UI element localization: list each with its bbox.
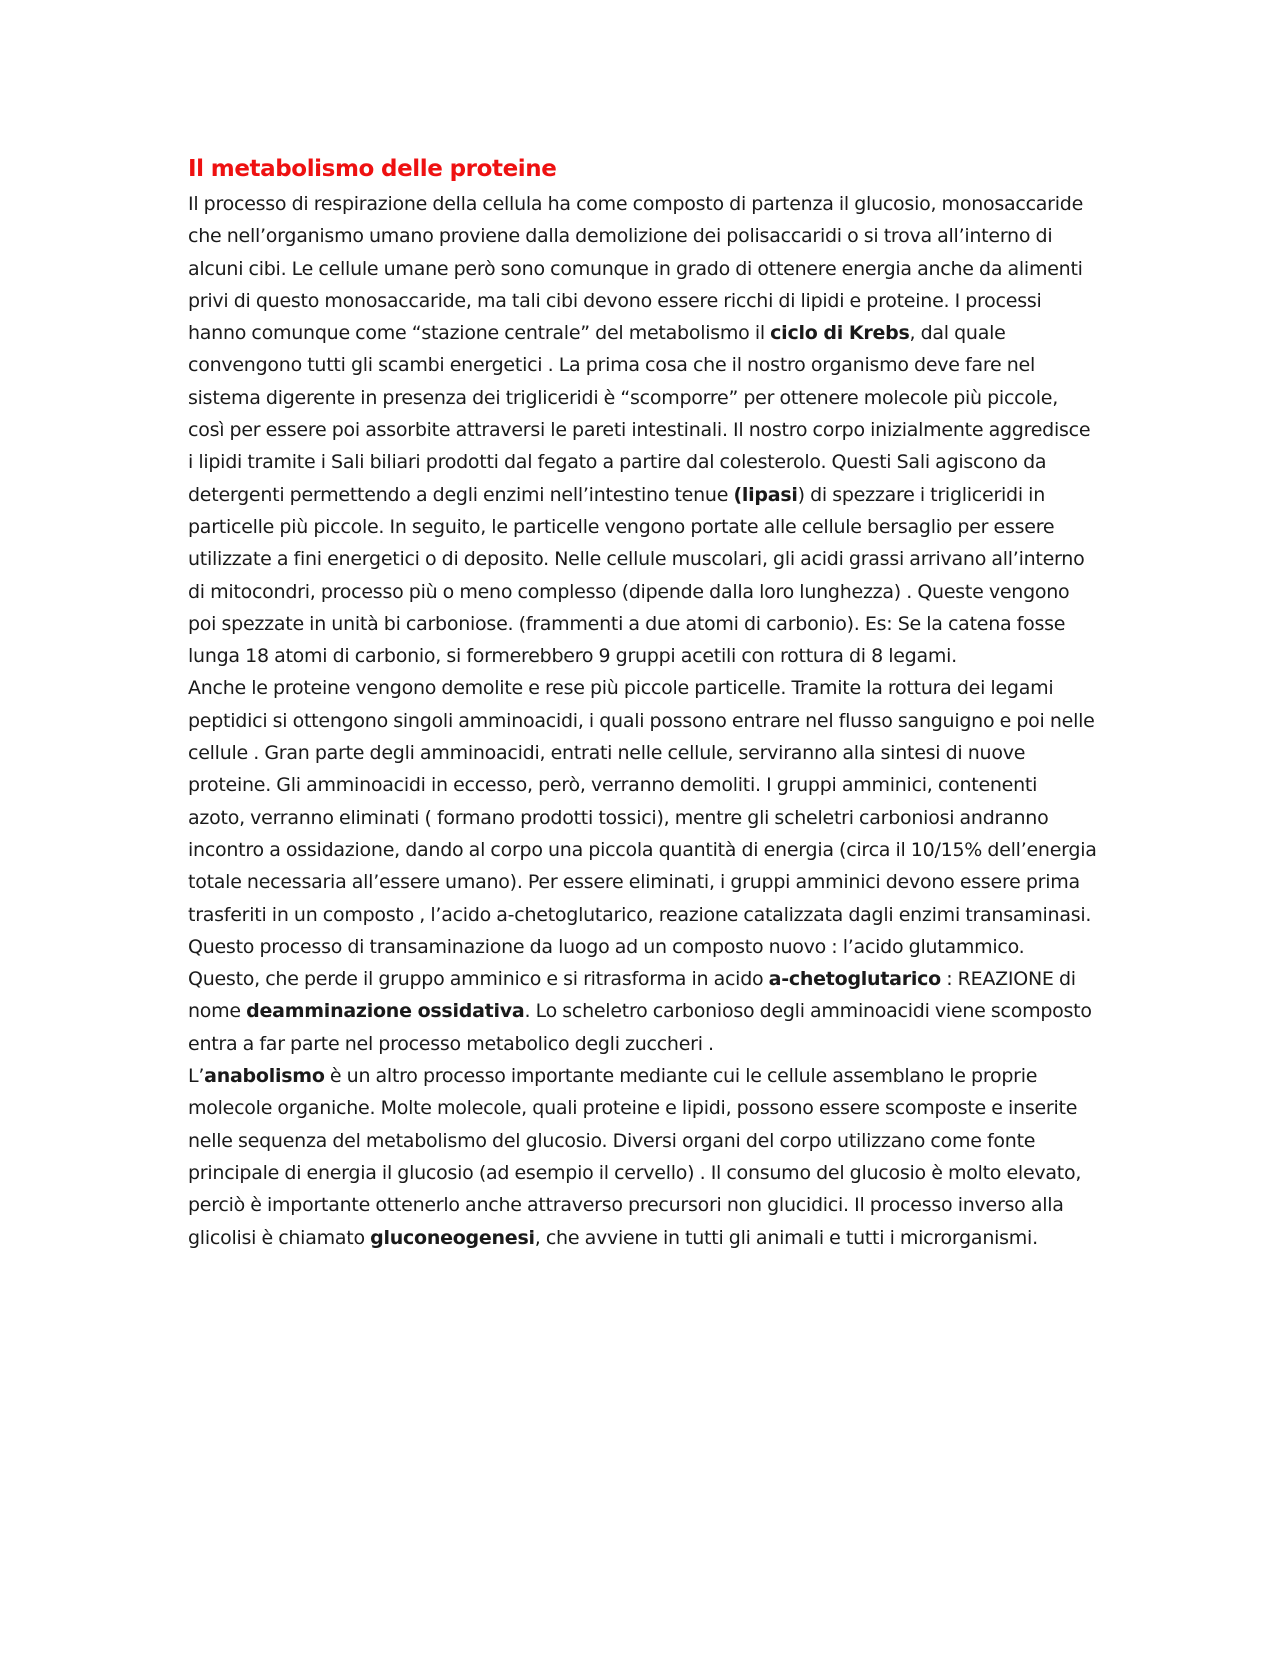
text-run: è un altro processo importante mediante cui le cellule assemblano le proprie molecole organiche. Molte molecole, quali proteine e lipidi, possono essere scomposte e inserite nelle sequenza del metabolismo del glucosio. Diversi organi del corpo utilizzano come fonte principale di energia il glucosio (ad esempio il cervello) . Il consumo del glucosio è molto elevato, perciò è importante ottenerlo anche attraverso precursori non glucidici. Il processo inverso alla glicolisi è chiamato <box>188 1065 1082 1249</box>
paragraph-protein-metabolism <box>188 672 1098 1060</box>
text-run: Anche le proteine vengono demolite e rese più piccole particelle. Tramite la rottura dei legami peptidici si ottengono singoli amminoacidi, i quali possono entrare nel flusso sanguigno e poi nelle cellule . Gran parte degli amminoacidi, entrati nelle cellule, serviranno alla sintesi di nuove proteine. Gli amminoacidi in eccesso, però, verranno demoliti. I gruppi amminici, contenenti azoto, verranno eliminati ( formano prodotti tossici), mentre gli scheletri carboniosi andranno incontro a ossidazione, dando al corpo una piccola quantità di energia (circa il 10/15% dell’energia totale necessaria all’essere umano). Per essere eliminati, i gruppi amminici devono essere prima trasferiti in un composto , l’acido a-chetoglutarico, reazione catalizzata dagli enzimi transaminasi. Questo processo di transaminazione da luogo ad un composto nuovo : l’acido glutammico. Questo, che perde il gruppo amminico e si ritrasforma in acido <box>188 677 1097 991</box>
text-run: L’ <box>188 1065 205 1088</box>
text-run: . Lo scheletro carbonioso degli amminoacidi viene scomposto entra a far parte nel processo metabolico degli zuccheri . <box>188 1000 1092 1055</box>
document-body <box>188 150 1098 1254</box>
text-run: , dal quale convengono tutti gli scambi energetici . La prima cosa che il nostro organismo deve fare nel sistema digerente in presenza dei trigliceridi è “scomporre” per ottenere molecole più piccole, così per essere poi assorbite attraversi le pareti intestinali. Il nostro corpo inizialmente aggredisce i lipidi tramite i Sali biliari prodotti dal fegato a partire dal colesterolo. Questi Sali agiscono da detergenti permettendo a degli enzimi nell’intestino tenue <box>188 322 1091 506</box>
bold-term-ketoglutaric-acid: a-chetoglutarico <box>768 968 941 991</box>
bold-term-lipase: (lipasi <box>733 483 798 506</box>
bold-term-krebs-cycle: ciclo di Krebs <box>770 322 910 345</box>
document-title: Il metabolismo delle proteine <box>188 156 557 182</box>
text-run: , che avviene in tutti gli animali e tutti i microrganismi. <box>534 1226 1038 1249</box>
paragraph-lipid-metabolism <box>188 188 1098 672</box>
paragraph-anabolism <box>188 1060 1098 1254</box>
text-run: Il processo di respirazione della cellula ha come composto di partenza il glucosio, monosaccaride che nell’organismo umano proviene dalla demolizione dei polisaccaridi o si trova all’interno di alcuni cibi. Le cellule umane però sono comunque in grado di ottenere energia anche da alimenti privi di questo monosaccaride, ma tali cibi devono essere ricchi di lipidi e proteine. I processi hanno comunque come “stazione centrale” del metabolismo il <box>188 193 1084 345</box>
bold-term-oxidative-deamination: deamminazione ossidativa <box>246 1000 525 1023</box>
text-run: : REAZIONE di nome <box>188 968 1076 1023</box>
bold-term-gluconeogenesis: gluconeogenesi <box>370 1226 535 1249</box>
text-run: ) di spezzare i trigliceridi in particelle più piccole. In seguito, le particelle vengono portate alle cellule bersaglio per essere utilizzate a fini energetici o di deposito. Nelle cellule muscolari, gli acidi grassi arrivano all’interno di mitocondri, processo più o meno complesso (dipende dalla loro lunghezza) . Queste vengono poi spezzate in unità bi carboniose. (frammenti a due atomi di carbonio). Es: Se la catena fosse lunga 18 atomi di carbonio, si formerebbero 9 gruppi acetili con rottura di 8 legami. <box>188 483 1085 668</box>
bold-term-anabolism: anabolismo <box>204 1065 325 1088</box>
